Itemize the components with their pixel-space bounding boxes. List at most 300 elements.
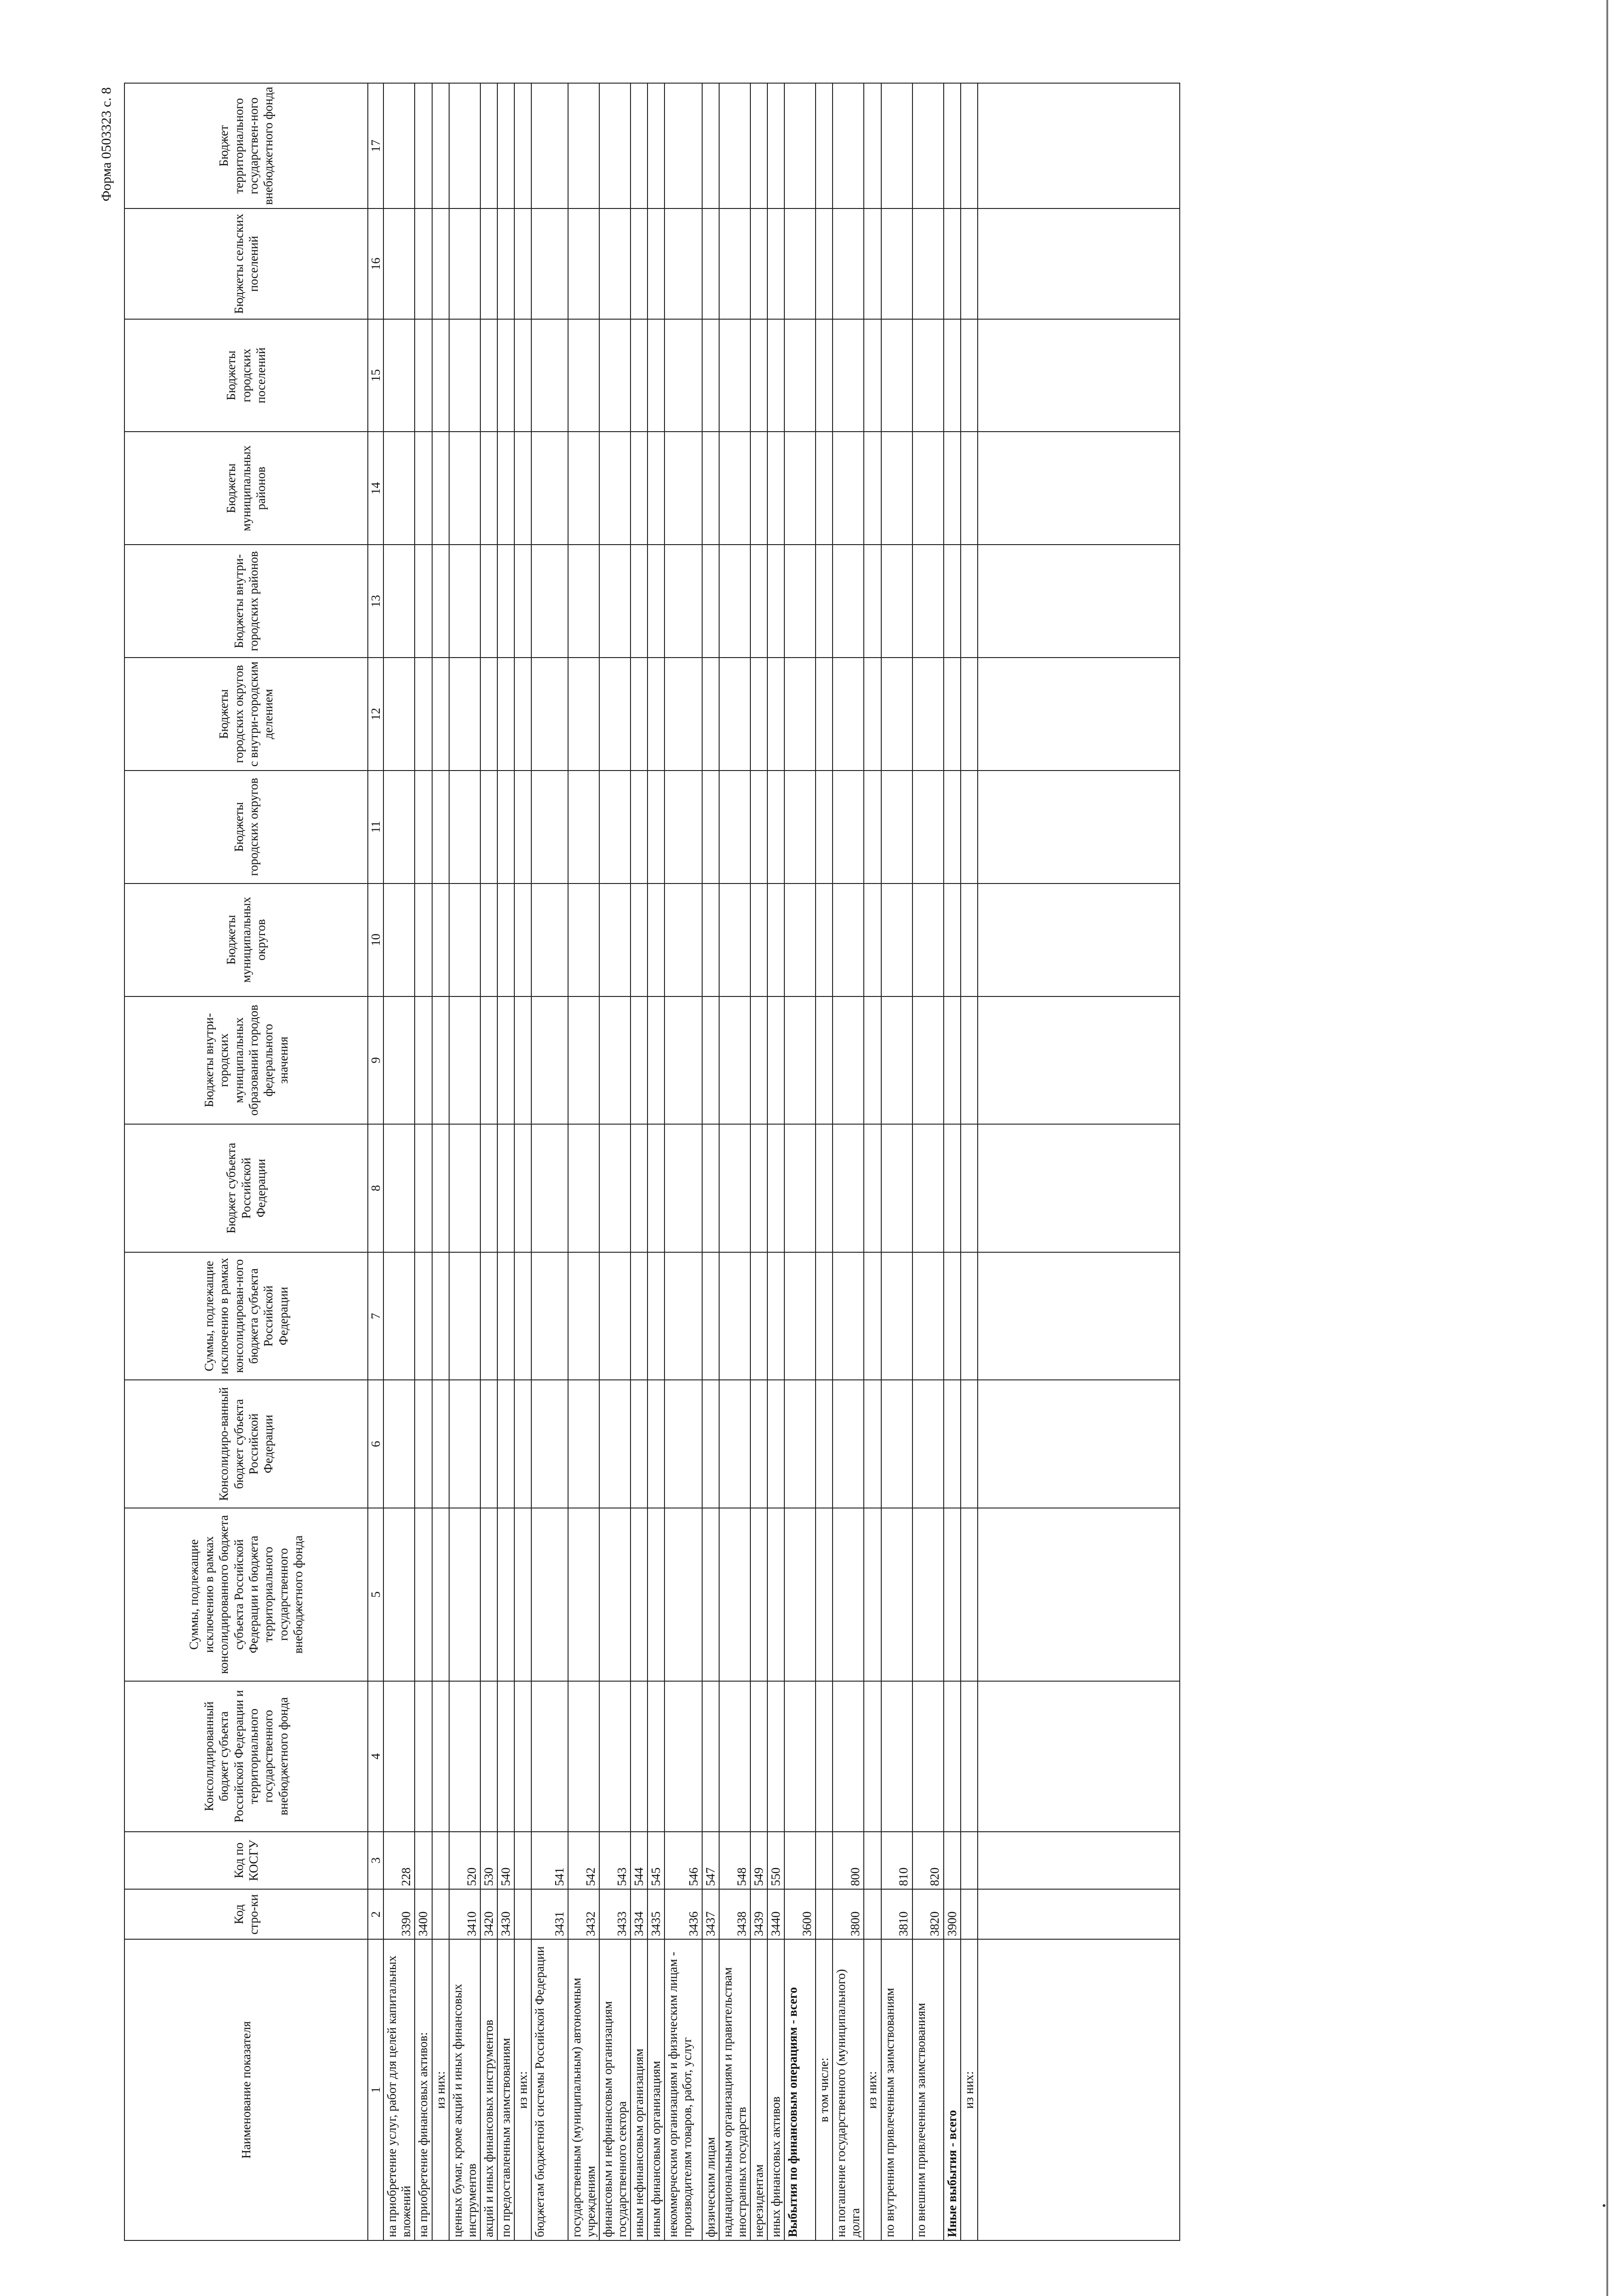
value-cell[interactable] [514,83,531,208]
value-cell[interactable] [833,1681,864,1832]
value-cell[interactable] [531,996,568,1125]
value-cell[interactable] [497,319,514,432]
value-cell[interactable] [415,83,432,208]
value-cell[interactable] [944,208,961,319]
value-cell[interactable] [415,884,432,996]
value-cell[interactable] [531,319,568,432]
value-cell[interactable] [664,1508,702,1681]
value-cell[interactable] [648,208,664,319]
value-cell[interactable] [750,83,767,208]
value-cell[interactable] [881,1681,912,1832]
value-cell[interactable] [912,771,944,884]
value-cell[interactable] [568,996,599,1125]
value-cell[interactable] [767,83,784,208]
value-cell[interactable] [881,658,912,771]
value-cell[interactable] [449,545,480,658]
value-cell[interactable] [432,545,449,658]
value-cell[interactable] [568,319,599,432]
value-cell[interactable] [719,1124,750,1252]
value-cell[interactable] [881,1124,912,1252]
value-cell[interactable] [497,658,514,771]
value-cell[interactable] [568,208,599,319]
value-cell[interactable] [750,208,767,319]
value-cell[interactable] [912,658,944,771]
value-cell[interactable] [449,1252,480,1380]
value-cell[interactable] [767,658,784,771]
value-cell[interactable] [961,996,978,1125]
value-cell[interactable] [514,319,531,432]
value-cell[interactable] [833,658,864,771]
value-cell[interactable] [702,996,719,1125]
value-cell[interactable] [415,1508,432,1681]
value-cell[interactable] [944,319,961,432]
value-cell[interactable] [702,1508,719,1681]
value-cell[interactable] [767,1508,784,1681]
value-cell[interactable] [664,884,702,996]
value-cell[interactable] [944,884,961,996]
value-cell[interactable] [750,1681,767,1832]
value-cell[interactable] [816,1380,833,1508]
value-cell[interactable] [568,1681,599,1832]
value-cell[interactable] [944,1252,961,1380]
value-cell[interactable] [881,83,912,208]
value-cell[interactable] [750,319,767,432]
value-cell[interactable] [702,658,719,771]
value-cell[interactable] [449,208,480,319]
value-cell[interactable] [864,1508,881,1681]
value-cell[interactable] [750,432,767,545]
value-cell[interactable] [767,1124,784,1252]
value-cell[interactable] [432,1681,449,1832]
value-cell[interactable] [664,996,702,1125]
value-cell[interactable] [702,1380,719,1508]
value-cell[interactable] [648,996,664,1125]
value-cell[interactable] [599,432,631,545]
value-cell[interactable] [664,658,702,771]
value-cell[interactable] [480,1380,497,1508]
value-cell[interactable] [631,1681,648,1832]
value-cell[interactable] [568,771,599,884]
value-cell[interactable] [631,1380,648,1508]
value-cell[interactable] [719,83,750,208]
value-cell[interactable] [531,658,568,771]
value-cell[interactable] [816,1508,833,1681]
value-cell[interactable] [432,1508,449,1681]
value-cell[interactable] [415,996,432,1125]
value-cell[interactable] [531,83,568,208]
value-cell[interactable] [864,884,881,996]
value-cell[interactable] [449,658,480,771]
value-cell[interactable] [912,1508,944,1681]
value-cell[interactable] [961,83,978,208]
value-cell[interactable] [816,319,833,432]
value-cell[interactable] [383,432,415,545]
value-cell[interactable] [497,1124,514,1252]
value-cell[interactable] [514,658,531,771]
value-cell[interactable] [383,1681,415,1832]
value-cell[interactable] [784,319,816,432]
value-cell[interactable] [944,996,961,1125]
value-cell[interactable] [833,1380,864,1508]
value-cell[interactable] [599,319,631,432]
value-cell[interactable] [415,1681,432,1832]
value-cell[interactable] [719,1380,750,1508]
value-cell[interactable] [648,545,664,658]
value-cell[interactable] [961,1508,978,1681]
value-cell[interactable] [912,545,944,658]
value-cell[interactable] [750,771,767,884]
value-cell[interactable] [415,1124,432,1252]
value-cell[interactable] [599,208,631,319]
value-cell[interactable] [719,319,750,432]
value-cell[interactable] [719,1508,750,1681]
value-cell[interactable] [480,1681,497,1832]
value-cell[interactable] [784,83,816,208]
value-cell[interactable] [514,1508,531,1681]
value-cell[interactable] [514,545,531,658]
value-cell[interactable] [750,1252,767,1380]
value-cell[interactable] [719,545,750,658]
value-cell[interactable] [961,319,978,432]
value-cell[interactable] [449,1681,480,1832]
value-cell[interactable] [432,432,449,545]
value-cell[interactable] [383,208,415,319]
value-cell[interactable] [648,884,664,996]
value-cell[interactable] [648,432,664,545]
value-cell[interactable] [833,1252,864,1380]
value-cell[interactable] [449,771,480,884]
value-cell[interactable] [497,83,514,208]
value-cell[interactable] [881,884,912,996]
value-cell[interactable] [750,1124,767,1252]
value-cell[interactable] [449,1124,480,1252]
value-cell[interactable] [497,432,514,545]
value-cell[interactable] [631,83,648,208]
value-cell[interactable] [816,1124,833,1252]
value-cell[interactable] [702,83,719,208]
value-cell[interactable] [816,996,833,1125]
value-cell[interactable] [833,1508,864,1681]
value-cell[interactable] [599,1252,631,1380]
value-cell[interactable] [833,432,864,545]
value-cell[interactable] [961,658,978,771]
value-cell[interactable] [480,996,497,1125]
value-cell[interactable] [631,996,648,1125]
value-cell[interactable] [480,545,497,658]
value-cell[interactable] [664,1681,702,1832]
value-cell[interactable] [833,545,864,658]
value-cell[interactable] [383,1380,415,1508]
value-cell[interactable] [480,1252,497,1380]
value-cell[interactable] [864,1252,881,1380]
value-cell[interactable] [784,1380,816,1508]
value-cell[interactable] [497,1681,514,1832]
value-cell[interactable] [432,996,449,1125]
value-cell[interactable] [702,432,719,545]
value-cell[interactable] [531,1380,568,1508]
value-cell[interactable] [784,996,816,1125]
value-cell[interactable] [599,545,631,658]
value-cell[interactable] [432,319,449,432]
value-cell[interactable] [599,884,631,996]
value-cell[interactable] [480,208,497,319]
value-cell[interactable] [784,1681,816,1832]
value-cell[interactable] [664,1252,702,1380]
value-cell[interactable] [833,208,864,319]
value-cell[interactable] [912,1252,944,1380]
value-cell[interactable] [664,208,702,319]
value-cell[interactable] [816,83,833,208]
value-cell[interactable] [944,83,961,208]
value-cell[interactable] [648,319,664,432]
value-cell[interactable] [912,1124,944,1252]
value-cell[interactable] [415,545,432,658]
value-cell[interactable] [702,545,719,658]
value-cell[interactable] [568,83,599,208]
value-cell[interactable] [702,884,719,996]
value-cell[interactable] [514,771,531,884]
value-cell[interactable] [531,208,568,319]
value-cell[interactable] [833,1124,864,1252]
value-cell[interactable] [784,771,816,884]
value-cell[interactable] [912,208,944,319]
value-cell[interactable] [719,208,750,319]
value-cell[interactable] [497,1252,514,1380]
value-cell[interactable] [864,1124,881,1252]
value-cell[interactable] [750,996,767,1125]
value-cell[interactable] [881,1508,912,1681]
value-cell[interactable] [664,432,702,545]
value-cell[interactable] [881,1380,912,1508]
value-cell[interactable] [944,771,961,884]
value-cell[interactable] [415,432,432,545]
value-cell[interactable] [961,771,978,884]
value-cell[interactable] [816,771,833,884]
value-cell[interactable] [631,1252,648,1380]
value-cell[interactable] [833,83,864,208]
value-cell[interactable] [864,1380,881,1508]
value-cell[interactable] [784,545,816,658]
value-cell[interactable] [912,996,944,1125]
value-cell[interactable] [514,1681,531,1832]
value-cell[interactable] [750,545,767,658]
value-cell[interactable] [531,1252,568,1380]
value-cell[interactable] [383,1508,415,1681]
value-cell[interactable] [599,1681,631,1832]
value-cell[interactable] [631,771,648,884]
value-cell[interactable] [719,771,750,884]
value-cell[interactable] [568,658,599,771]
value-cell[interactable] [864,319,881,432]
value-cell[interactable] [767,771,784,884]
value-cell[interactable] [767,1380,784,1508]
value-cell[interactable] [881,996,912,1125]
value-cell[interactable] [568,545,599,658]
value-cell[interactable] [383,658,415,771]
value-cell[interactable] [912,1681,944,1832]
value-cell[interactable] [432,1252,449,1380]
value-cell[interactable] [881,545,912,658]
value-cell[interactable] [599,1380,631,1508]
value-cell[interactable] [784,1252,816,1380]
value-cell[interactable] [415,1380,432,1508]
value-cell[interactable] [480,319,497,432]
value-cell[interactable] [631,208,648,319]
value-cell[interactable] [648,83,664,208]
value-cell[interactable] [383,1252,415,1380]
value-cell[interactable] [599,658,631,771]
value-cell[interactable] [432,884,449,996]
value-cell[interactable] [864,83,881,208]
value-cell[interactable] [480,83,497,208]
value-cell[interactable] [664,545,702,658]
value-cell[interactable] [432,771,449,884]
value-cell[interactable] [631,545,648,658]
value-cell[interactable] [648,771,664,884]
value-cell[interactable] [816,208,833,319]
value-cell[interactable] [631,1508,648,1681]
value-cell[interactable] [784,1508,816,1681]
value-cell[interactable] [480,771,497,884]
value-cell[interactable] [767,545,784,658]
value-cell[interactable] [497,208,514,319]
value-cell[interactable] [415,771,432,884]
value-cell[interactable] [702,319,719,432]
value-cell[interactable] [568,884,599,996]
value-cell[interactable] [864,208,881,319]
value-cell[interactable] [531,771,568,884]
value-cell[interactable] [449,1380,480,1508]
value-cell[interactable] [944,545,961,658]
value-cell[interactable] [648,1380,664,1508]
value-cell[interactable] [432,208,449,319]
value-cell[interactable] [383,884,415,996]
value-cell[interactable] [881,432,912,545]
value-cell[interactable] [514,432,531,545]
value-cell[interactable] [944,1124,961,1252]
value-cell[interactable] [497,545,514,658]
value-cell[interactable] [702,208,719,319]
value-cell[interactable] [750,884,767,996]
value-cell[interactable] [881,771,912,884]
value-cell[interactable] [944,658,961,771]
value-cell[interactable] [568,1508,599,1681]
value-cell[interactable] [833,884,864,996]
value-cell[interactable] [514,1124,531,1252]
value-cell[interactable] [383,996,415,1125]
value-cell[interactable] [702,1124,719,1252]
value-cell[interactable] [881,319,912,432]
value-cell[interactable] [784,432,816,545]
value-cell[interactable] [702,1252,719,1380]
value-cell[interactable] [912,319,944,432]
value-cell[interactable] [480,432,497,545]
value-cell[interactable] [415,658,432,771]
value-cell[interactable] [432,83,449,208]
value-cell[interactable] [784,208,816,319]
value-cell[interactable] [912,884,944,996]
value-cell[interactable] [864,658,881,771]
value-cell[interactable] [568,1252,599,1380]
value-cell[interactable] [833,319,864,432]
value-cell[interactable] [531,1681,568,1832]
value-cell[interactable] [961,1124,978,1252]
value-cell[interactable] [767,432,784,545]
value-cell[interactable] [648,1508,664,1681]
value-cell[interactable] [631,658,648,771]
value-cell[interactable] [719,884,750,996]
value-cell[interactable] [961,1681,978,1832]
value-cell[interactable] [568,1124,599,1252]
value-cell[interactable] [816,432,833,545]
value-cell[interactable] [864,545,881,658]
value-cell[interactable] [961,208,978,319]
value-cell[interactable] [719,432,750,545]
value-cell[interactable] [531,884,568,996]
value-cell[interactable] [383,771,415,884]
value-cell[interactable] [432,1124,449,1252]
value-cell[interactable] [631,319,648,432]
value-cell[interactable] [767,1681,784,1832]
value-cell[interactable] [750,658,767,771]
value-cell[interactable] [816,545,833,658]
value-cell[interactable] [833,996,864,1125]
value-cell[interactable] [497,771,514,884]
value-cell[interactable] [750,1380,767,1508]
value-cell[interactable] [816,1252,833,1380]
value-cell[interactable] [383,1124,415,1252]
value-cell[interactable] [816,658,833,771]
value-cell[interactable] [449,884,480,996]
value-cell[interactable] [648,1124,664,1252]
value-cell[interactable] [599,771,631,884]
value-cell[interactable] [664,1124,702,1252]
value-cell[interactable] [599,1508,631,1681]
value-cell[interactable] [719,1681,750,1832]
value-cell[interactable] [449,1508,480,1681]
value-cell[interactable] [531,1124,568,1252]
value-cell[interactable] [719,658,750,771]
value-cell[interactable] [383,319,415,432]
value-cell[interactable] [480,1124,497,1252]
value-cell[interactable] [881,208,912,319]
value-cell[interactable] [864,1681,881,1832]
value-cell[interactable] [480,884,497,996]
value-cell[interactable] [648,1252,664,1380]
value-cell[interactable] [480,658,497,771]
value-cell[interactable] [514,1380,531,1508]
value-cell[interactable] [664,771,702,884]
value-cell[interactable] [816,884,833,996]
value-cell[interactable] [784,658,816,771]
value-cell[interactable] [944,1681,961,1832]
value-cell[interactable] [497,1508,514,1681]
value-cell[interactable] [449,432,480,545]
value-cell[interactable] [767,1252,784,1380]
value-cell[interactable] [648,1681,664,1832]
value-cell[interactable] [568,1380,599,1508]
value-cell[interactable] [719,996,750,1125]
value-cell[interactable] [664,1380,702,1508]
value-cell[interactable] [961,432,978,545]
value-cell[interactable] [432,1380,449,1508]
value-cell[interactable] [912,1380,944,1508]
value-cell[interactable] [767,996,784,1125]
value-cell[interactable] [514,884,531,996]
value-cell[interactable] [816,1681,833,1832]
value-cell[interactable] [514,996,531,1125]
value-cell[interactable] [767,208,784,319]
